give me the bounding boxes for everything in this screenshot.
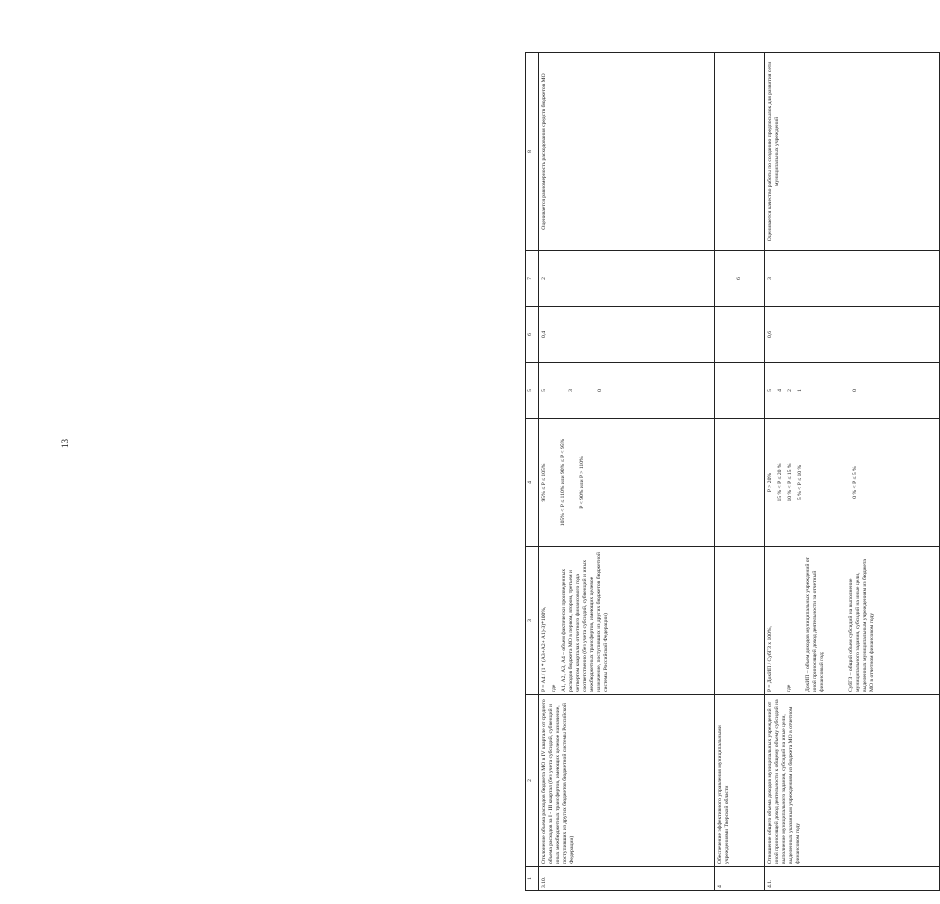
criterion-value: P > 20% [767, 472, 773, 493]
page-number: 13 [60, 439, 70, 448]
criterion-formula [539, 547, 715, 695]
criterion-value: 95% ≤ P ≤ 105% [541, 463, 547, 502]
max-score-cell: 2 [539, 251, 715, 307]
criterion-name: Отклонение объема расходов бюджета МО в IV квартале от среднего объема расходов за I - III квартал (без учета субсидий, субвенций и иных межбюджетных трансфертов, имеющих целевое назначение, поступивших из других бюджетов бюджетной системы Российской Федерации) [539, 695, 715, 867]
row-number: 4 [715, 867, 765, 891]
points-cell [765, 363, 940, 419]
where-text: где [550, 684, 557, 692]
criterion-value: P < 90% или P > 110% [578, 456, 585, 509]
header-cell: 3 [526, 547, 539, 695]
header-row [526, 53, 539, 891]
formula-text: P = ДохИП / СубГЗ x 100%, [767, 626, 773, 692]
header-cell: 8 [526, 53, 539, 251]
empty-cell [715, 363, 765, 419]
points-value: 5 [541, 389, 547, 392]
points-value: 4 [776, 389, 783, 392]
points-value: 2 [786, 389, 793, 392]
empty-cell [715, 53, 765, 251]
row-number: 4.1. [765, 867, 940, 891]
header-cell: 1 [526, 867, 539, 891]
criterion-name: Отношение общего объема доходов муниципальных учреждений от иной приносящей доход деятельности к общему объему субсидий на выполнение муниципального задания, субсидий на иные цели, выделенных указанным учреждениям из бюджета МО в отчетном финансовом году [765, 695, 940, 867]
criterion-values [539, 419, 715, 547]
points-value: 0 [851, 389, 858, 392]
max-score-cell: 6 [715, 251, 765, 307]
table-row [539, 53, 715, 891]
points-cell [539, 363, 715, 419]
empty-cell [715, 307, 765, 363]
criteria-table [525, 52, 940, 891]
points-value: 3 [567, 389, 574, 392]
header-cell: 7 [526, 251, 539, 307]
section-name: Обеспечение эффективного управления муниципальными учреждениями Тверской области [715, 695, 765, 867]
rotated-table-container [525, 53, 932, 891]
points-value: 0 [596, 389, 603, 392]
formula-description: СубГЗ – общий объем субсидий на выполнение муниципального задания, субсидий на иные цели, выделенных муниципальным учреждениям из бюджета МО в отчетном финансовом году [847, 559, 875, 692]
weight-cell: 0,4 [539, 307, 715, 363]
criterion-formula [765, 547, 940, 695]
empty-cell [715, 419, 765, 547]
table-row [765, 53, 940, 891]
formula-description: А1, А2, А3, А4 – объем фактически произведенных расходов бюджета МО в первом, втором, третьем и четвертом кварталах отчетного финансового года соответственно (без учета субсидий, субвенций и иных межбюджетных трансфертов, имеющих целевое назначение, поступивших из других бюджетов бюджетной системы Российской Федерации) [560, 552, 609, 692]
table-row [715, 53, 765, 891]
note-cell: Оценивается качество работы по созданию предпосылок для развития сети муниципальных учреждений [765, 53, 940, 251]
criterion-value: 15 % < P ≤ 20 % [776, 463, 783, 502]
header-cell: 2 [526, 695, 539, 867]
criterion-value: 5 % < P ≤ 10 % [796, 464, 803, 501]
points-value: 1 [796, 389, 803, 392]
header-cell: 4 [526, 419, 539, 547]
formula-text: P = A4 / (1 * (A3+A2+ A1)-3)*100%, [541, 606, 547, 692]
points-value: 5 [767, 389, 773, 392]
header-cell: 6 [526, 307, 539, 363]
empty-cell [715, 547, 765, 695]
where-text: где [785, 684, 792, 692]
criterion-values [765, 419, 940, 547]
criterion-value: 0 % < P ≤ 5 % [851, 466, 858, 499]
note-cell: Оценивается равномерность расходования средств бюджетов МО [539, 53, 715, 251]
formula-description: ДохИП – объем доходов муниципальных учреждений от иной приносящей доход деятельности за отчетный финансовый год; [804, 557, 825, 692]
header-cell: 5 [526, 363, 539, 419]
row-number: 3.10. [539, 867, 715, 891]
criterion-value: 10 % < P ≤ 15 % [786, 463, 793, 502]
criterion-value: 105% < P ≤ 110% или 90% ≤ P < 95% [559, 438, 566, 527]
weight-cell: 0,6 [765, 307, 940, 363]
max-score-cell: 3 [765, 251, 940, 307]
